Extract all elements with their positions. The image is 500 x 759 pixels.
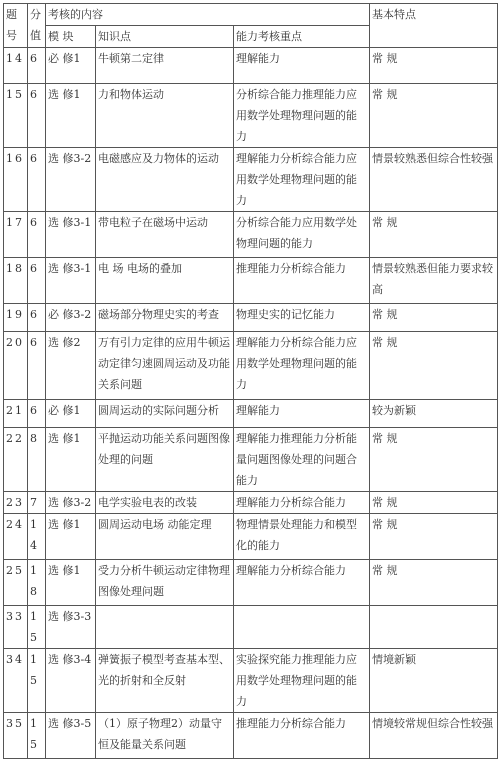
module: 必 修1: [46, 400, 96, 428]
question-number: 20: [4, 332, 28, 400]
knowledge-point: 磁场部分物理史实的考查: [96, 304, 234, 332]
module: 必 修3-2: [46, 304, 96, 332]
ability-focus: 理解能力分析综合能力: [234, 492, 370, 514]
module: 选 修3-5: [46, 713, 96, 759]
ability-focus: 理解能力分析综合能力: [234, 560, 370, 606]
question-number: 14: [4, 48, 28, 84]
basic-feature: 常 规: [370, 514, 498, 560]
knowledge-point: 圆周运动的实际问题分析: [96, 400, 234, 428]
knowledge-point: 弹簧振子模型考查基本型、光的折射和全反射: [96, 649, 234, 713]
knowledge-point: 牛顿第二定律: [96, 48, 234, 84]
knowledge-point: 力和物体运动: [96, 84, 234, 148]
knowledge-point: 带电粒子在磁场中运动: [96, 212, 234, 258]
basic-feature: 常 规: [370, 84, 498, 148]
table-row: [4, 713, 498, 759]
header-mokuai: 模 块: [46, 26, 96, 48]
ability-focus: 理解能力分析综合能力应用数学处理物理问题的能力: [234, 332, 370, 400]
module: 选 修1: [46, 514, 96, 560]
ability-focus: 物理史实的记忆能力: [234, 304, 370, 332]
score-value: 6: [28, 48, 46, 84]
score-value: 6: [28, 148, 46, 212]
ability-focus: 分析综合能力应用数学处物理问题的能力: [234, 212, 370, 258]
basic-feature: 常 规: [370, 560, 498, 606]
module: 选 修1: [46, 428, 96, 492]
knowledge-point: 万有引力定律的应用牛顿运动定律匀速圆周运动及功能关系问题: [96, 332, 234, 400]
ability-focus: 理解能力推理能力分析能量问题图像处理的问题合能力: [234, 428, 370, 492]
basic-feature: 常 规: [370, 428, 498, 492]
table-row: [4, 514, 498, 560]
score-value: 7: [28, 492, 46, 514]
basic-feature: 情景较熟悉但能力要求较 高: [370, 258, 498, 304]
ability-focus: 推理能力分析综合能力: [234, 258, 370, 304]
question-number: 24: [4, 514, 28, 560]
question-number: 25: [4, 560, 28, 606]
basic-feature: 常 规: [370, 332, 498, 400]
basic-feature: 常 规: [370, 212, 498, 258]
table-row: [4, 84, 498, 148]
score-value: 6: [28, 258, 46, 304]
score-value: 14: [28, 514, 46, 560]
table-row: [4, 258, 498, 304]
table-row: [4, 212, 498, 258]
table-row: [4, 492, 498, 514]
question-number: 34: [4, 649, 28, 713]
knowledge-point: 受力分析牛顿运动定律物理图像处理问题: [96, 560, 234, 606]
ability-focus: 推理能力分析综合能力: [234, 713, 370, 759]
question-number: 33: [4, 606, 28, 649]
score-value: 15: [28, 649, 46, 713]
table-row: [4, 48, 498, 84]
question-number: 17: [4, 212, 28, 258]
score-value: 15: [28, 606, 46, 649]
table-row: [4, 332, 498, 400]
ability-focus: 实验探究能力推理能力应用数学处理物理问题的能力: [234, 649, 370, 713]
score-value: 6: [28, 84, 46, 148]
table-row: [4, 428, 498, 492]
module: 选 修3-3: [46, 606, 96, 649]
question-number: 18: [4, 258, 28, 304]
table-row: [4, 400, 498, 428]
score-value: 6: [28, 332, 46, 400]
ability-focus: [234, 606, 370, 649]
table-row: [4, 304, 498, 332]
knowledge-point: （1）原子物理2）动量守恒及能量关系问题: [96, 713, 234, 759]
ability-focus: 分析综合能力推理能力应用数学处理物理问题的能力: [234, 84, 370, 148]
table-row: [4, 649, 498, 713]
question-number: 16: [4, 148, 28, 212]
basic-feature: 较为新颖: [370, 400, 498, 428]
module: 选 修2: [46, 332, 96, 400]
knowledge-point: 圆周运动电场 动能定理: [96, 514, 234, 560]
question-number: 21: [4, 400, 28, 428]
table-row: [4, 560, 498, 606]
table-row: [4, 606, 498, 649]
header-nengli: 能力考核重点: [234, 26, 370, 48]
exam-analysis-table: [3, 3, 498, 759]
question-number: 22: [4, 428, 28, 492]
module: 选 修3-2: [46, 148, 96, 212]
header-tihao: 题号: [4, 4, 28, 48]
ability-focus: 理解能力分析综合能力应用数学处理物理问题的能力: [234, 148, 370, 212]
ability-focus: 理解能力: [234, 400, 370, 428]
ability-focus: 理解能力: [234, 48, 370, 84]
score-value: 18: [28, 560, 46, 606]
knowledge-point: 电 场 电场的叠加: [96, 258, 234, 304]
score-value: 6: [28, 212, 46, 258]
table-row: [4, 148, 498, 212]
question-number: 15: [4, 84, 28, 148]
basic-feature: 常 规: [370, 48, 498, 84]
basic-feature: 情境新颖: [370, 649, 498, 713]
header-tedian: 基本特点: [370, 4, 498, 48]
header-fenzhi: 分值: [28, 4, 46, 48]
score-value: 6: [28, 304, 46, 332]
knowledge-point: 电学实验电表的改装: [96, 492, 234, 514]
header-kaohe: 考核的内容: [46, 4, 370, 26]
basic-feature: 常 规: [370, 492, 498, 514]
module: 选 修3-2: [46, 492, 96, 514]
question-number: 19: [4, 304, 28, 332]
basic-feature: 情境较常规但综合性较强: [370, 713, 498, 759]
knowledge-point: 平抛运动功能关系问题图像处理的问题: [96, 428, 234, 492]
knowledge-point: [96, 606, 234, 649]
basic-feature: [370, 606, 498, 649]
question-number: 23: [4, 492, 28, 514]
header-row-top: [4, 4, 498, 26]
basic-feature: 情景较熟悉但综合性较强: [370, 148, 498, 212]
module: 选 修3-1: [46, 212, 96, 258]
module: 选 修1: [46, 560, 96, 606]
header-zhishi: 知识点: [96, 26, 234, 48]
ability-focus: 物理情景处理能力和模型化的能力: [234, 514, 370, 560]
score-value: 8: [28, 428, 46, 492]
module: 选 修3-1: [46, 258, 96, 304]
knowledge-point: 电磁感应及力物体的运动: [96, 148, 234, 212]
module: 必 修1: [46, 48, 96, 84]
module: 选 修1: [46, 84, 96, 148]
basic-feature: 常 规: [370, 304, 498, 332]
question-number: 35: [4, 713, 28, 759]
score-value: 15: [28, 713, 46, 759]
score-value: 6: [28, 400, 46, 428]
module: 选 修3-4: [46, 649, 96, 713]
